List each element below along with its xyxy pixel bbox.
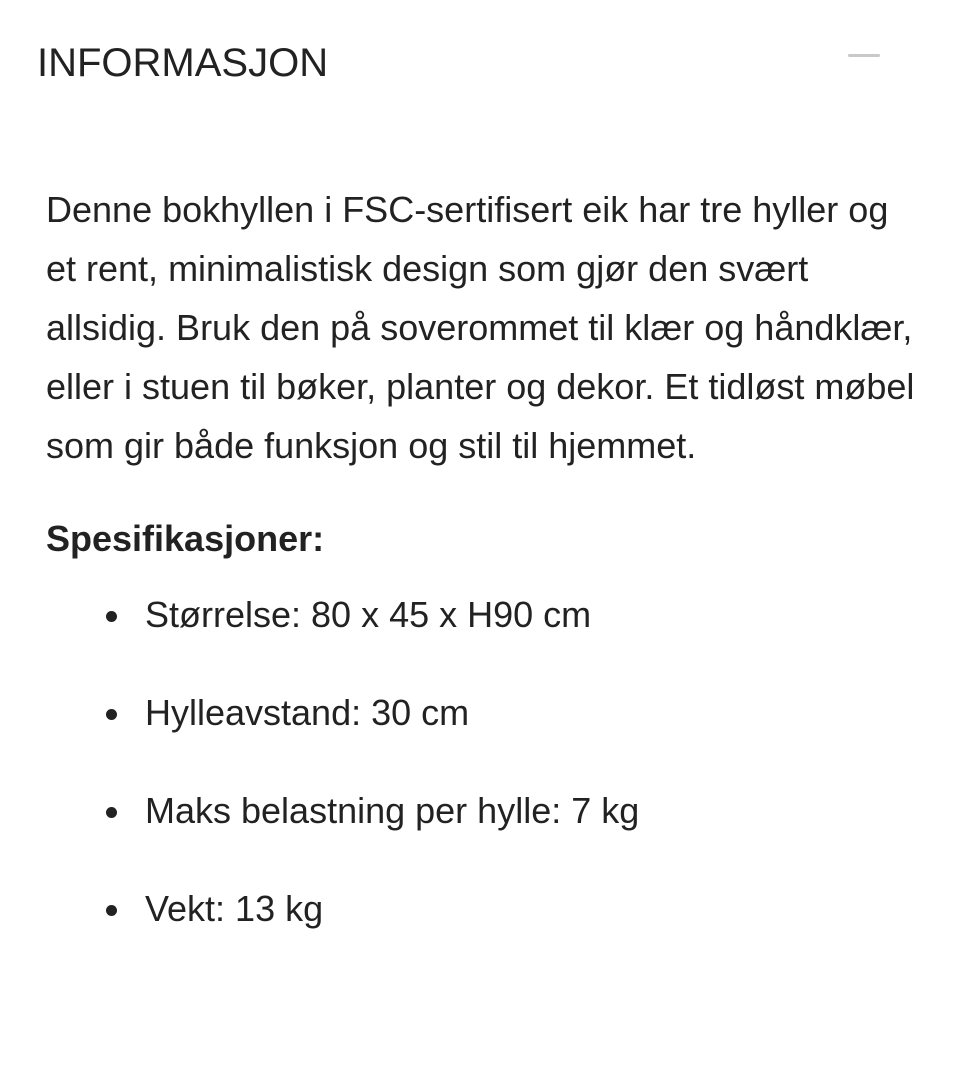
product-description: Denne bokhyllen i FSC-sertifisert eik har tre hyller og et rent, minimalistisk design som gjør den svært allsidig. Bruk den på soverommet til klær og håndklær, eller i stuen til bøker, planter og dekor. Et tidløst møbel som gir både funksjon og stil til hjemmet.	[46, 189, 915, 466]
collapse-toggle-button[interactable]	[842, 38, 888, 74]
bullet-icon	[106, 905, 117, 916]
accordion-body	[46, 180, 926, 983]
spec-item	[46, 689, 926, 787]
spec-item	[46, 787, 926, 885]
minus-icon	[848, 54, 880, 57]
spec-size: Størrelse: 80 x 45 x H90 cm	[145, 594, 592, 635]
accordion-title: INFORMASJON	[37, 41, 329, 85]
specifications-heading: Spesifikasjoner:	[46, 518, 325, 559]
spec-item	[46, 591, 926, 689]
accordion-header[interactable]	[0, 0, 960, 128]
specifications-list	[46, 591, 926, 983]
spec-shelf-spacing: Hylleavstand: 30 cm	[145, 692, 470, 733]
spec-item	[46, 885, 926, 983]
spec-weight: Vekt: 13 kg	[145, 888, 324, 929]
bullet-icon	[106, 709, 117, 720]
bullet-icon	[106, 807, 117, 818]
spec-max-load: Maks belastning per hylle: 7 kg	[145, 790, 640, 831]
bullet-icon	[106, 611, 117, 622]
